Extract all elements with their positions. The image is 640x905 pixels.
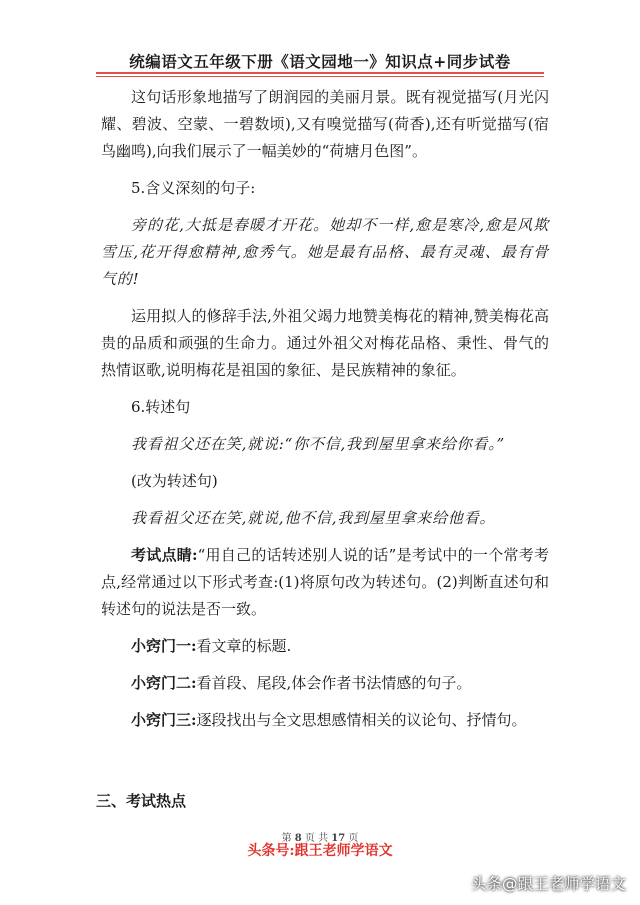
quote-plum-blossom: 旁的花,大抵是春暖才开花。她却不一样,愈是寒冷,愈是风欺雪压,花开得愈精神,愈秀气。她是最有品格、最有灵魂、最有骨气的! [101, 216, 549, 288]
page-current: 8 [294, 833, 302, 844]
page-total: 17 [331, 833, 346, 844]
exam-tip-label: 考试点睛: [131, 546, 198, 564]
tip-text: 看文章的标题. [196, 637, 292, 655]
heading-reported-speech: 6.转述句 [131, 398, 191, 416]
page-number: 第 8 页 共 17 页 [281, 833, 359, 844]
watermark-text: 头条@跟王老师学语文 [470, 875, 626, 893]
header-rule-thick [96, 72, 544, 74]
quote-direct-speech: 我看祖父还在笑,就说:“你不信,我到屋里拿来给你看。” [131, 435, 506, 453]
paragraph-exam-tip [101, 542, 549, 623]
header-rule-thin [96, 76, 544, 77]
heading-deep-sentence: 5.含义深刻的句子: [131, 179, 256, 197]
footer-source: 头条号:跟王老师学语文 [247, 843, 393, 859]
tip-item [101, 707, 549, 734]
exam-tip-text: “用自己的话转述别人说的话”是考试中的一个常考考点,经常通过以下形式考查:(1)将原句改为转述句。(2)判断直述句和转述句的说法是否一致。 [101, 546, 549, 618]
tip-item [101, 633, 549, 660]
quote-reported-speech: 我看祖父还在笑,就说,他不信,我到屋里拿来给他看。 [131, 509, 496, 527]
tip-text: 逐段找出与全文思想感情相关的议论句、抒情句。 [196, 711, 527, 729]
paragraph-moonlight: 这句话形象地描写了朗润园的美丽月景。既有视觉描写(月光闪耀、碧波、空蒙、一碧数顷),又有嗅觉描写(荷香),还有听觉描写(宿鸟幽鸣),向我们展示了一幅美妙的“荷塘月色图”。 [101, 88, 549, 160]
paragraph-analysis: 运用拟人的修辞手法,外祖父竭力地赞美梅花的精神,赞美梅花高贵的品质和顽强的生命力。通过外祖父对梅花品格、秉性、骨气的热情讴歌,说明梅花是祖国的象征、是民族精神的象征。 [101, 307, 549, 379]
section-heading-exam-hotspots: 三、考试热点 [96, 792, 187, 810]
document-body [101, 84, 549, 734]
tip-label: 小窍门三: [131, 711, 197, 729]
tip-item [101, 670, 549, 697]
tip-label: 小窍门二: [131, 674, 197, 692]
note-convert: (改为转述句) [131, 472, 218, 490]
tip-label: 小窍门一: [131, 637, 197, 655]
tip-text: 看首段、尾段,体会作者书法情感的句子。 [196, 674, 472, 692]
document-header-title: 统编语文五年级下册《语文园地一》知识点+同步试卷 [129, 52, 511, 71]
